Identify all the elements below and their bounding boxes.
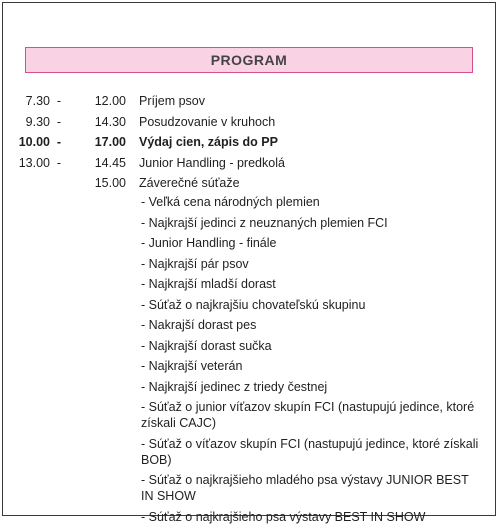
schedule-text: Junior Handling - predkolá bbox=[139, 155, 285, 170]
time-to: 17.00 bbox=[94, 135, 126, 149]
time-to: 15.00 bbox=[94, 176, 126, 190]
schedule-row bbox=[0, 173, 500, 194]
competition-list bbox=[141, 194, 481, 529]
competition-item: - Junior Handling - finále bbox=[141, 236, 277, 250]
competition-item: - Súťaž o najkrajšiu chovateľskú skupinu bbox=[141, 297, 366, 312]
competition-item: - Najkrajší jedinci z neuznaných plemien FCI bbox=[141, 215, 388, 230]
schedule-text: Posudzovanie v kruhoch bbox=[139, 114, 276, 129]
time-dash: - bbox=[56, 114, 62, 129]
time-to: 14.30 bbox=[94, 114, 126, 129]
competition-item: - Veľká cena národných plemien bbox=[141, 195, 320, 209]
schedule-text: Výdaj cien, zápis do PP bbox=[139, 135, 278, 149]
time-from: 13.00 bbox=[18, 155, 50, 170]
competition-item: - Najkrajší mladší dorast bbox=[141, 277, 276, 291]
competition-item: - Nakrajší dorast pes bbox=[141, 318, 257, 332]
competition-item: - Súťaž o najkrajšieho mladého psa výstavy JUNIOR BEST IN SHOW bbox=[141, 473, 469, 503]
competition-item: - Súťaž o víťazov skupín FCI (nastupujú jedince, ktoré získali BOB) bbox=[141, 436, 479, 467]
schedule-text: Záverečné súťaže bbox=[139, 176, 240, 190]
schedule-row bbox=[0, 91, 500, 112]
schedule-row bbox=[0, 153, 500, 174]
time-dash: - bbox=[56, 135, 62, 149]
competition-item: - Súťaž o junior víťazov skupín FCI (nastupujú jedince, ktoré získali CAJC) bbox=[141, 400, 475, 430]
schedule-list bbox=[0, 91, 500, 194]
time-from: 7.30 bbox=[25, 94, 50, 108]
time-dash: - bbox=[56, 94, 62, 108]
schedule-text: Príjem psov bbox=[139, 94, 205, 108]
program-header: PROGRAM bbox=[25, 47, 473, 73]
competition-item: - Najkrajší veterán bbox=[141, 359, 243, 373]
time-dash: - bbox=[56, 155, 62, 170]
time-to: 12.00 bbox=[94, 94, 126, 108]
time-from: 9.30 bbox=[25, 114, 50, 129]
competition-item: - Najkrajší pár psov bbox=[141, 256, 249, 271]
competition-item: - Súťaž o najkrajšieho psa výstavy BEST IN SHOW bbox=[141, 509, 426, 524]
time-from: 10.00 bbox=[18, 135, 50, 149]
time-to: 14.45 bbox=[94, 155, 126, 170]
schedule-row bbox=[0, 112, 500, 133]
competition-item: - Najkrajší jedinec z triedy čestnej bbox=[141, 379, 328, 394]
competition-item: - Najkrajší dorast sučka bbox=[141, 338, 272, 353]
schedule-row bbox=[0, 132, 500, 153]
